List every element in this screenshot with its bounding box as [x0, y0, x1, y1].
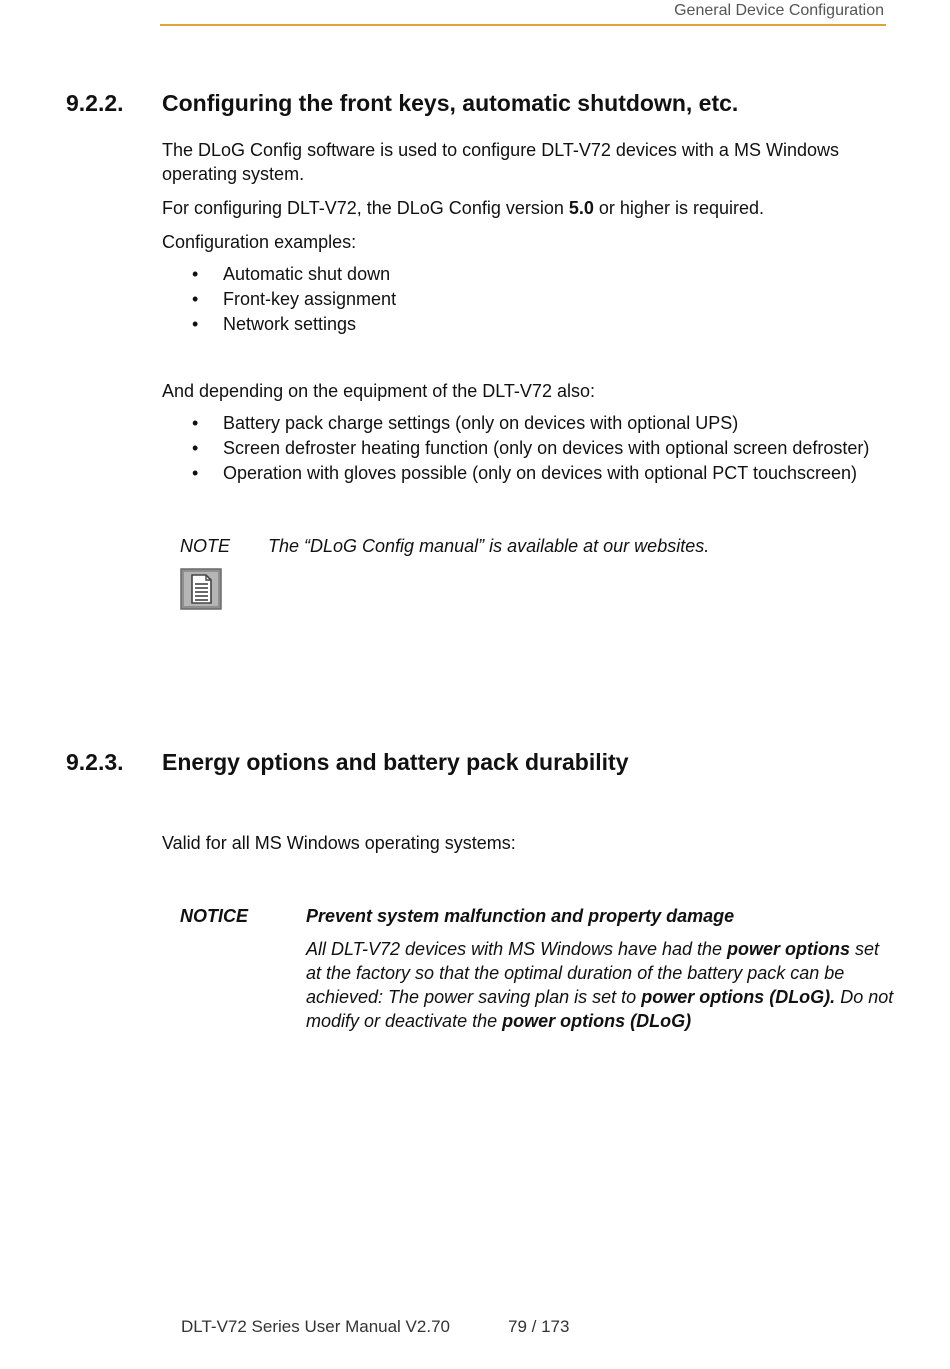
section-number: 9.2.3. [66, 749, 124, 775]
section-number: 9.2.2. [66, 90, 124, 116]
list-item-text: Battery pack charge settings (only on devices with optional UPS) [223, 413, 739, 433]
note-label: NOTE [180, 536, 231, 556]
bullet: • [192, 438, 199, 458]
section-title: Configuring the front keys, automatic shutdown, etc. [162, 90, 739, 116]
footer-page-number: 79 / 173 [508, 1317, 570, 1336]
notice-text: set at the factory so that the optimal duration of the battery pack can be achieved: The power saving plan is set to [306, 939, 880, 1007]
list-item-text: Screen defroster heating function (only on devices with optional screen defroster) [223, 438, 870, 458]
note-text: The “DLoG Config manual” is available at our websites. [268, 536, 710, 556]
bullet: • [192, 463, 199, 483]
bullet: • [192, 314, 199, 334]
list-item-text: Network settings [223, 314, 357, 334]
header-title: General Device Configuration [674, 2, 884, 19]
bullet: • [192, 264, 199, 284]
examples-list [162, 262, 902, 337]
version-number: 5.0 [568, 198, 594, 218]
notice-text: All DLT-V72 devices with MS Windows have had the [306, 939, 728, 959]
notice-heading: Prevent system malfunction and property damage [306, 906, 735, 926]
list-item-text: Front-key assignment [223, 289, 397, 309]
page-header [160, 0, 886, 26]
version-text-post: or higher is required. [593, 198, 764, 218]
notice-bold-text: power options [727, 939, 851, 959]
list-item-text: Operation with gloves possible (only on devices with optional PCT touchscreen) [223, 463, 857, 483]
list-item [162, 411, 902, 436]
list-item-text: Automatic shut down [223, 264, 391, 284]
list-item [162, 312, 902, 337]
section-title: Energy options and battery pack durability [162, 749, 629, 775]
intro-paragraph: The DLoG Config software is used to configure DLT-V72 devices with a MS Windows operating system. [162, 140, 839, 184]
examples-label: Configuration examples: [162, 232, 357, 252]
list-item [162, 287, 902, 312]
notice-body [306, 937, 896, 1033]
version-text-pre: For configuring DLT-V72, the DLoG Config version [162, 198, 569, 218]
equipment-list [162, 411, 902, 486]
bullet: • [192, 413, 199, 433]
notice-label: NOTICE [180, 906, 249, 926]
notice-bold-text: power options (DLoG) [502, 1011, 692, 1031]
validity-paragraph: Valid for all MS Windows operating systems: [162, 833, 516, 853]
notice-bold-text: power options (DLoG). [641, 987, 836, 1007]
notice-text: Do not modify or deactivate the [306, 987, 894, 1031]
bullet: • [192, 289, 199, 309]
list-item [162, 461, 902, 486]
list-item [162, 436, 902, 461]
version-paragraph [162, 196, 888, 220]
equipment-label: And depending on the equipment of the DLT-V72 also: [162, 381, 595, 401]
list-item [162, 262, 902, 287]
footer-manual-title: DLT-V72 Series User Manual V2.70 [181, 1317, 450, 1336]
document-note-icon [180, 568, 222, 610]
